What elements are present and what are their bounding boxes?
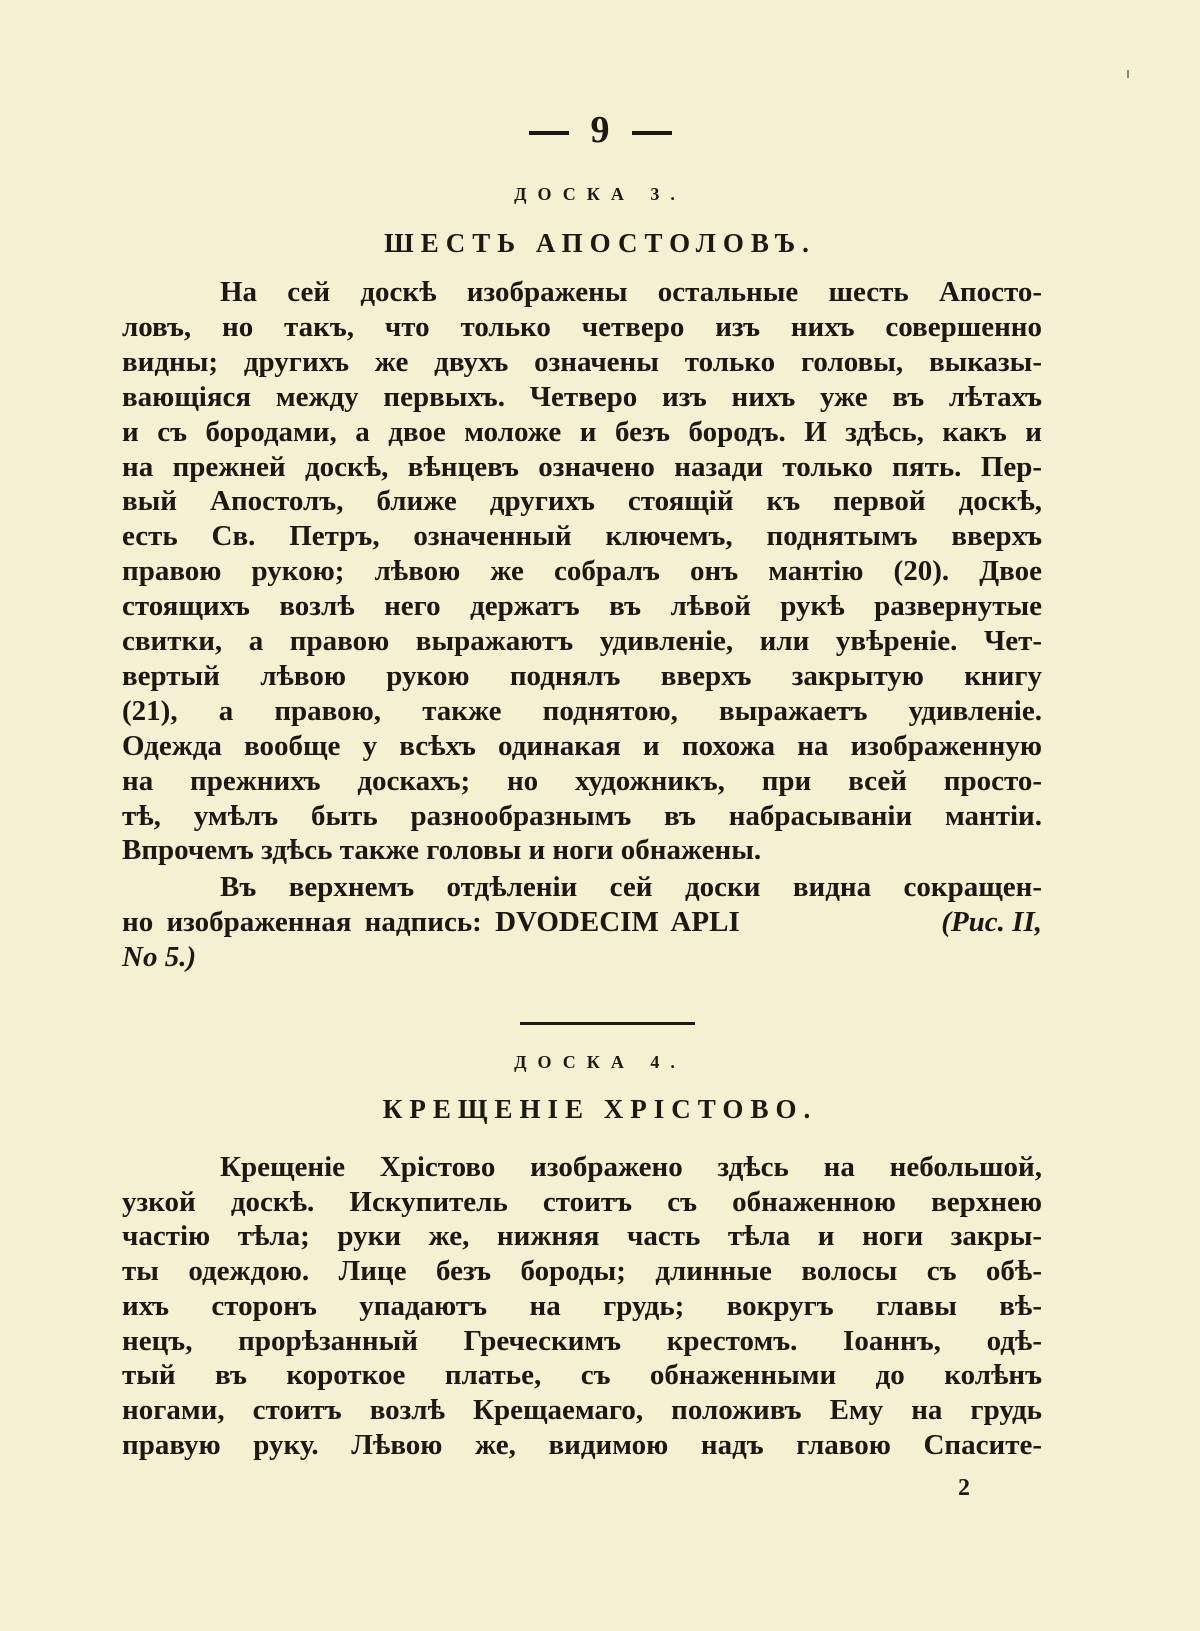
text-line: вый Апостолъ, ближе другихъ стоящій къ первой доскѣ,	[122, 485, 1042, 518]
text-line: есть Св. Петръ, означенный ключемъ, поднятымъ вверхъ	[122, 520, 1042, 553]
signature-mark: 2	[958, 1475, 970, 1501]
text-line: частію тѣла; руки же, нижняя часть тѣла и ноги закры-	[122, 1220, 1042, 1253]
text-line: стоящихъ возлѣ него держатъ въ лѣвой рукѣ развернутые	[122, 590, 1042, 623]
board-4-label: ДОСКА 4.	[514, 1052, 686, 1072]
text-line: видны; другихъ же двухъ означены только головы, выказы-	[122, 345, 1042, 378]
scan-speck	[1127, 70, 1129, 78]
text-line: правою рукою; лѣвою же собралъ онъ мантію (20). Двое	[122, 555, 1042, 588]
figure-reference: (Рис. II,	[941, 906, 1042, 938]
text-line: Впрочемъ здѣсь также головы и ноги обнажены.	[122, 834, 762, 867]
text-line: тѣ, умѣлъ быть разнообразнымъ въ набрасываніи мантіи.	[122, 799, 1042, 832]
text-line: No 5.)	[122, 941, 197, 973]
page-number	[0, 108, 1200, 152]
text-line: вающіяся между первыхъ. Четверо изъ нихъ уже въ лѣтахъ	[122, 380, 1042, 413]
inscription-text: но изображенная надпись: DVODECIM APLI	[122, 906, 740, 938]
dash-left	[529, 131, 569, 135]
text-line: вертый лѣвою рукою поднялъ вверхъ закрытую книгу	[122, 659, 1042, 692]
text-line: Одежда вообще у всѣхъ одинакая и похожа на изображенную	[122, 729, 1042, 762]
text-line: (21), а правою, также поднятою, выражаетъ удивленіе.	[122, 694, 1042, 727]
text-line: ногами, стоитъ возлѣ Крещаемаго, положивъ Ему на грудь	[122, 1393, 1042, 1426]
text-line: ты одеждою. Лице безъ бороды; длинные волосы съ обѣ-	[122, 1255, 1042, 1288]
text-line: ловъ, но такъ, что только четверо изъ нихъ совершенно	[122, 310, 1042, 343]
text-line: тый въ короткое платье, съ обнаженными до колѣнъ	[122, 1359, 1042, 1392]
text-line: правую руку. Лѣвою же, видимою надъ главою Спасите-	[122, 1428, 1042, 1461]
text-line: нецъ, прорѣзанный Греческимъ крестомъ. Іоаннъ, одѣ-	[122, 1324, 1042, 1357]
board-3-title: ШЕСТЬ АПОСТОЛОВЪ.	[384, 228, 816, 258]
text-line: На сей доскѣ изображены остальные шесть Апосто-	[220, 276, 1042, 308]
page-number-text: 9	[590, 109, 610, 151]
text-line: и съ бородами, а двое моложе и безъ бородъ. И здѣсь, какъ и	[122, 415, 1042, 448]
section-divider	[520, 1022, 695, 1025]
text-line: на прежней доскѣ, вѣнцевъ означено назади только пять. Пер-	[122, 450, 1042, 483]
text-line	[122, 905, 1042, 939]
text-line: свитки, а правою выражаютъ удивленіе, или увѣреніе. Чет-	[122, 625, 1042, 657]
board-3-label: ДОСКА 3.	[514, 184, 686, 204]
text-line: узкой доскѣ. Искупитель стоитъ съ обнаженною верхнею	[122, 1185, 1042, 1218]
text-line: Въ верхнемъ отдѣленіи сей доски видна сокращен-	[220, 871, 1042, 903]
dash-right	[632, 131, 672, 135]
text-line: на прежнихъ доскахъ; но художникъ, при всей просто-	[122, 764, 1042, 797]
text-line: ихъ сторонъ упадаютъ на грудь; вокругъ главы вѣ-	[122, 1289, 1042, 1322]
text-line: Крещеніе Хрістово изображено здѣсь на небольшой,	[220, 1151, 1042, 1183]
board-4-title: КРЕЩЕНІЕ ХРІСТОВО.	[382, 1094, 818, 1124]
